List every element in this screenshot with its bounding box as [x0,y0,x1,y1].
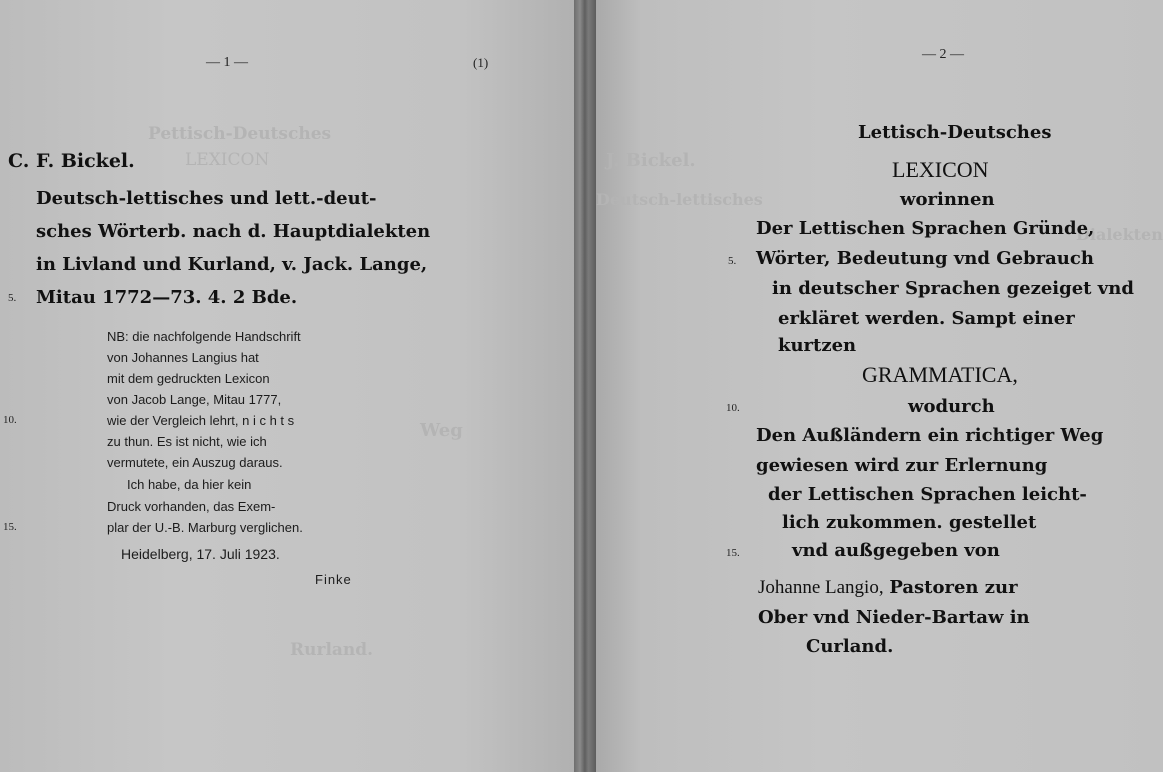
title-line: Der Lettischen Sprachen Gründe, [756,218,1095,239]
note-line: von Jacob Lange, Mitau 1777, [107,392,282,407]
book-gutter [574,0,598,772]
note-line: mit dem gedruckten Lexicon [107,371,270,386]
note-line: plar der U.-B. Marburg verglichen. [107,520,303,535]
note-line: wie der Vergleich lehrt, n i c h t s [107,413,295,428]
line-number: 15. [726,547,740,559]
author-line: Curland. [806,636,894,657]
show-through: Pettisch-Deutsches [148,124,332,144]
note-line: Ich habe, da hier kein [127,477,252,492]
show-through: Rurland. [290,640,374,660]
note-line: NB: die nachfolgende Handschrift [107,329,301,344]
show-through: Weg [420,420,463,441]
right-page [596,0,1163,772]
title-line: in deutscher Sprachen gezeiget vnd [772,278,1134,299]
title-line: GRAMMATICA, [862,362,1018,387]
author-name: C. F. Bickel. [8,150,135,172]
show-through: LEXICON [185,150,270,170]
left-page [0,0,578,772]
title-line: worinnen [900,189,995,210]
title-line: erkläret werden. Sampt einer [778,308,1075,329]
title-line: vnd außgegeben von [792,540,1000,561]
title-line: der Lettischen Sprachen leicht- [768,484,1087,505]
note-line: vermutete, ein Auszug daraus. [107,455,283,470]
title-line: gewiesen wird zur Erlernung [756,455,1048,476]
note-line: zu thun. Es ist nicht, wie ich [107,434,267,449]
line-number: 10. [726,402,740,414]
signature: Finke [315,572,352,587]
title-line: Wörter, Bedeutung vnd Gebrauch [756,248,1094,269]
title-line: kurtzen [778,335,857,356]
line-number: 5. [728,255,737,267]
title-line: Den Außländern ein richtiger Weg [756,425,1104,446]
show-through: J. Bickel. [606,150,696,171]
title-line: wodurch [908,396,995,417]
page-number: — 1 — [206,55,248,70]
title-line: lich zukommen. gestellet [782,512,1037,533]
title-line: in Livland und Kurland, v. Jack. Lange, [36,254,428,275]
author-line [758,577,1018,599]
line-number: 15. [3,521,17,533]
author-line: Ober vnd Nieder-Bartaw in [758,607,1030,628]
line-number: 10. [3,414,17,426]
author-name: Johanne Langio, [758,577,884,598]
show-through: Deutsch-lettisches [596,190,763,209]
line-number: 5. [8,292,17,304]
note-line: von Johannes Langius hat [107,350,259,365]
place-date: Heidelberg, 17. Juli 1923. [121,546,280,562]
title-line: LEXICON [892,157,989,182]
show-through: Dialekten [1076,225,1163,244]
page-number: — 2 — [922,47,964,62]
title-line: Mitau 1772—73. 4. 2 Bde. [36,287,298,308]
author-title: Pastoren zur [889,577,1018,598]
title-line: sches Wörterb. nach d. Hauptdialekten [36,221,431,242]
note-line: Druck vorhanden, das Exem- [107,499,276,514]
title-line: Deutsch-lettisches und lett.-deut- [36,188,377,209]
title-line: Lettisch-Deutsches [858,122,1052,143]
page-marker: (1) [473,55,489,70]
